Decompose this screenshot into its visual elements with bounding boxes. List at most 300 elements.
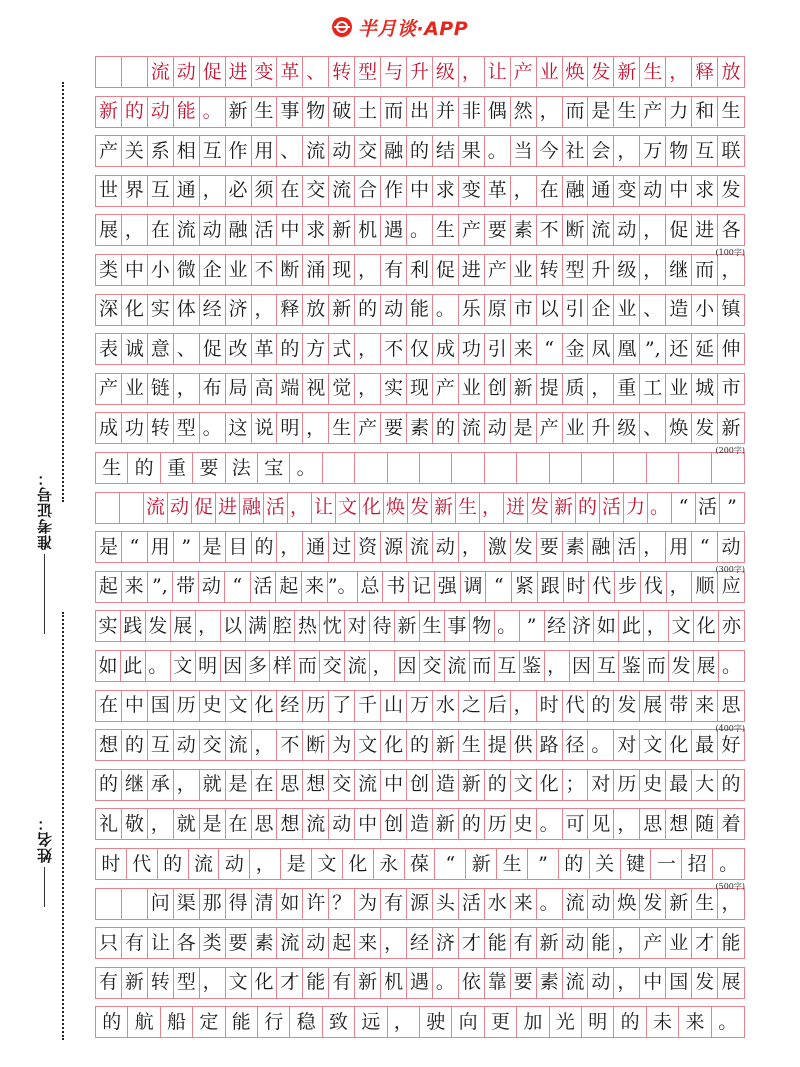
- grid-cell: 之: [459, 691, 485, 721]
- grid-cell: 历: [303, 691, 329, 721]
- grid-cell: ，: [614, 928, 640, 958]
- grid-cell: 鉴: [619, 651, 644, 681]
- grid-cell: 的: [588, 691, 614, 721]
- grid-cell: 后: [485, 691, 511, 721]
- grid-cell: 流: [407, 532, 433, 562]
- grid-cell: 新: [433, 809, 459, 839]
- grid-cell: ，: [614, 809, 640, 839]
- grid-cell: 流: [563, 968, 589, 998]
- grid-cell: 葆: [405, 849, 436, 879]
- grid-cell: ，: [511, 176, 537, 206]
- grid-cell: 能: [407, 295, 433, 325]
- grid-cell: 求: [303, 215, 329, 245]
- grid-cell: 以: [221, 611, 246, 641]
- grid-cell: 变: [252, 57, 278, 87]
- grid-cell: 融: [563, 176, 589, 206]
- grid-cell: 各: [721, 218, 741, 241]
- grid-cell: 端: [277, 374, 303, 404]
- grid-cell: 提: [537, 374, 563, 404]
- grid-cell: 中: [277, 215, 303, 245]
- grid-cell: 布: [200, 374, 226, 404]
- grid-cell: 中: [355, 809, 381, 839]
- grid-cell: 现: [329, 255, 355, 285]
- grid-cell: 起: [329, 928, 355, 958]
- grid-cell: 新: [721, 416, 741, 439]
- grid-cell: 、: [640, 413, 666, 443]
- grid-cell: ，: [252, 730, 278, 760]
- grid-cell: 断: [563, 215, 589, 245]
- grid-cell: 市: [721, 377, 741, 400]
- grid-cell: 级: [614, 255, 640, 285]
- grid-cell: 的: [459, 809, 485, 839]
- grid-cell: ”,: [148, 572, 174, 602]
- grid-cell: 新: [329, 295, 355, 325]
- grid-cell: 的: [277, 334, 303, 364]
- grid-cell: 新: [511, 374, 537, 404]
- grid-cell: 流: [277, 928, 303, 958]
- grid-cell: 动: [199, 572, 225, 602]
- grid-cell: 素: [252, 928, 278, 958]
- grid-cell: 文: [312, 849, 343, 879]
- grid-cell: 生: [252, 97, 278, 127]
- grid-cell: 。: [495, 611, 520, 641]
- grid-cell: 进: [216, 493, 240, 523]
- grid-row: [95, 492, 745, 524]
- grid-cell: 发: [640, 889, 666, 919]
- grid-cell: 互: [495, 651, 520, 681]
- grid-cell: 会: [588, 136, 614, 166]
- grid-cell: 来: [679, 1007, 711, 1037]
- grid-cell: 路: [537, 730, 563, 760]
- grid-cell: 偶: [485, 97, 511, 127]
- grid-cell: 中: [407, 176, 433, 206]
- grid-cell: 能: [303, 968, 329, 998]
- grid-cell: ，: [381, 928, 407, 958]
- grid-cell: [679, 453, 711, 483]
- grid-cell: 然: [511, 97, 537, 127]
- grid-cell: 当: [511, 136, 537, 166]
- grid-cell: 航: [128, 1007, 160, 1037]
- grid-cell: 。: [718, 1010, 738, 1033]
- grid-cell: 流: [355, 770, 381, 800]
- grid-cell: 要: [511, 968, 537, 998]
- grid-cell: 互: [148, 176, 174, 206]
- grid-cell: 产: [96, 374, 122, 404]
- grid-cell: 新: [329, 215, 355, 245]
- grid-cell: ，: [355, 374, 381, 404]
- grid-cell: “: [225, 572, 251, 602]
- grid-cell: 进: [226, 57, 252, 87]
- grid-cell: 在: [252, 770, 278, 800]
- grid-cell: 源: [381, 532, 407, 562]
- grid-cell: 只: [96, 928, 122, 958]
- grid-cell: 遇: [381, 215, 407, 245]
- grid-cell: 让: [485, 57, 511, 87]
- grid-cell: 驶: [420, 1007, 452, 1037]
- grid-cell: 代: [589, 572, 615, 602]
- grid-cell: 文: [226, 691, 252, 721]
- grid-cell: ，: [459, 532, 485, 562]
- grid-cell: 新: [466, 849, 497, 879]
- grid-cell: 流: [563, 889, 589, 919]
- grid-cell: 万: [640, 136, 666, 166]
- grid-cell: 加: [517, 1007, 549, 1037]
- grid-cell: 着: [721, 812, 741, 835]
- grid-cell: 重: [161, 453, 193, 483]
- grid-cell: 活: [264, 493, 288, 523]
- grid-cell: 生: [459, 730, 485, 760]
- grid-row: [95, 56, 745, 88]
- grid-cell: 仅: [407, 334, 433, 364]
- grid-cell: 还: [666, 334, 692, 364]
- grid-cell: 中: [666, 176, 692, 206]
- grid-cell: 亦: [722, 614, 742, 637]
- grid-cell: 融: [381, 136, 407, 166]
- grid-cell: 承: [148, 770, 174, 800]
- grid-cell: 功: [122, 413, 148, 443]
- grid-cell: ，: [288, 493, 312, 523]
- grid-cell: 得: [226, 889, 252, 919]
- grid-cell: 、: [174, 334, 200, 364]
- grid-cell: 业: [537, 57, 563, 87]
- grid-cell: 新: [614, 57, 640, 87]
- grid-cell: 机: [381, 968, 407, 998]
- grid-cell: 带: [666, 691, 692, 721]
- grid-cell: ，: [666, 57, 692, 87]
- grid-cell: 是: [200, 809, 226, 839]
- grid-cell: 在: [226, 809, 252, 839]
- grid-cell: 涌: [303, 255, 329, 285]
- grid-cell: 、: [640, 295, 666, 325]
- grid-cell: 化: [252, 968, 278, 998]
- grid-cell: 力: [666, 97, 692, 127]
- grid-cell: 促: [666, 215, 692, 245]
- grid-cell: 觉: [329, 374, 355, 404]
- grid-cell: 事: [445, 611, 470, 641]
- grid-cell: 化: [381, 730, 407, 760]
- grid-cell: 时: [537, 691, 563, 721]
- grid-cell: ，: [250, 849, 281, 879]
- grid-cell: 变: [459, 176, 485, 206]
- grid-cell: 出: [407, 97, 433, 127]
- grid-cell: 是: [200, 532, 226, 562]
- grid-cell: 为: [355, 889, 381, 919]
- grid-cell: 放: [721, 60, 741, 83]
- grid-cell: 发: [692, 968, 718, 998]
- grid-cell: 而: [381, 97, 407, 127]
- exam-number-underline: [44, 554, 45, 634]
- grid-cell: 。: [407, 215, 433, 245]
- grid-cell: 实: [148, 295, 174, 325]
- grid-cell: 流: [588, 215, 614, 245]
- grid-cell: 交: [200, 730, 226, 760]
- grid-cell: 定: [193, 1007, 225, 1037]
- grid-cell: 事: [277, 97, 303, 127]
- grid-cell: 革: [485, 176, 511, 206]
- grid-cell: 与: [381, 57, 407, 87]
- grid-cell: 对: [588, 770, 614, 800]
- grid-cell: 满: [246, 611, 271, 641]
- grid-row: [95, 96, 745, 128]
- grid-cell: 企: [588, 295, 614, 325]
- grid-cell: 化: [537, 770, 563, 800]
- grid-cell: 。: [485, 136, 511, 166]
- grid-cell: 业: [226, 255, 252, 285]
- grid-cell: [388, 453, 420, 483]
- grid-cell: 新: [355, 968, 381, 998]
- grid-cell: 通: [303, 532, 329, 562]
- grid-cell: 动: [381, 295, 407, 325]
- grid-row: [95, 769, 745, 801]
- grid-cell: 活: [696, 493, 720, 523]
- grid-cell: 中: [122, 255, 148, 285]
- grid-cell: 动: [174, 57, 200, 87]
- grid-cell: ，: [252, 295, 278, 325]
- grid-cell: 。: [146, 651, 171, 681]
- grid-cell: 流: [148, 57, 174, 87]
- banyuetan-logo-icon: [332, 17, 352, 37]
- grid-cell: 释: [692, 57, 718, 87]
- grid-cell: 发: [511, 532, 537, 562]
- grid-cell: 新: [395, 611, 420, 641]
- grid-cell: 。: [200, 413, 226, 443]
- grid-cell: 如: [277, 889, 303, 919]
- grid-cell: 展: [171, 611, 196, 641]
- grid-cell: ，: [388, 1007, 420, 1037]
- grid-cell: 展: [640, 691, 666, 721]
- grid-cell: 高: [252, 374, 278, 404]
- grid-cell: 此: [619, 611, 644, 641]
- grid-cell: 的: [252, 532, 278, 562]
- grid-cell: 深: [96, 295, 122, 325]
- grid-cell: ，: [480, 493, 504, 523]
- grid-cell: 激: [485, 532, 511, 562]
- grid-cell: 想: [303, 770, 329, 800]
- grid-cell: 起: [96, 572, 122, 602]
- grid-cell: 产: [96, 136, 122, 166]
- grid-cell: 生: [692, 889, 718, 919]
- grid-cell: 进: [459, 255, 485, 285]
- grid-row: [95, 927, 745, 959]
- grid-cell: 动: [588, 968, 614, 998]
- grid-cell: 的: [407, 136, 433, 166]
- grid-cell: 素: [563, 532, 589, 562]
- grid-row: [95, 967, 745, 999]
- grid-cell: 新: [122, 968, 148, 998]
- grid-cell: 创: [381, 809, 407, 839]
- grid-cell: 在: [148, 215, 174, 245]
- grid-cell: 凤: [588, 334, 614, 364]
- grid-cell: 展: [96, 215, 122, 245]
- grid-cell: 许: [303, 889, 329, 919]
- grid-cell: 在: [537, 176, 563, 206]
- grid-cell: 流: [144, 493, 168, 523]
- grid-cell: 说: [252, 413, 278, 443]
- grid-cell: 。: [433, 295, 459, 325]
- grid-cell: 质: [563, 374, 589, 404]
- grid-cell: 求: [692, 176, 718, 206]
- grid-cell: 工: [640, 374, 666, 404]
- grid-cell: 来: [692, 691, 718, 721]
- grid-cell: ，: [277, 532, 303, 562]
- grid-cell: ，: [640, 532, 666, 562]
- grid-cell: 这: [226, 413, 252, 443]
- grid-cell: [420, 453, 452, 483]
- word-count-marker: (200字): [715, 446, 745, 456]
- grid-cell: ，: [640, 215, 666, 245]
- grid-cell: 业: [511, 255, 537, 285]
- grid-cell: 生: [497, 849, 528, 879]
- grid-cell: 远: [355, 1007, 387, 1037]
- grid-cell: 关: [590, 849, 621, 879]
- grid-cell: 永: [374, 849, 405, 879]
- grid-cell: 物: [666, 136, 692, 166]
- grid-cell: [517, 453, 549, 483]
- grid-row: [95, 690, 745, 722]
- grid-cell: 中: [122, 691, 148, 721]
- grid-cell: 样: [270, 651, 295, 681]
- grid-cell: 有: [381, 255, 407, 285]
- grid-cell: 是: [281, 849, 312, 879]
- grid-cell: 非: [459, 97, 485, 127]
- grid-cell: 忱: [320, 611, 345, 641]
- grid-cell: 历: [485, 809, 511, 839]
- grid-cell: ，: [644, 611, 669, 641]
- grid-cell: 必: [226, 176, 252, 206]
- grid-cell: 国: [148, 691, 174, 721]
- grid-cell: 见: [588, 809, 614, 839]
- grid-cell: 物: [470, 611, 495, 641]
- grid-cell: 水: [433, 691, 459, 721]
- grid-cell: 果: [459, 136, 485, 166]
- grid-cell: 明: [582, 1007, 614, 1037]
- grid-cell: 化: [122, 295, 148, 325]
- grid-cell: 发: [408, 493, 432, 523]
- grid-cell: 济: [433, 928, 459, 958]
- grid-cell: 能: [588, 928, 614, 958]
- grid-cell: 文: [640, 730, 666, 760]
- grid-cell: 起: [276, 572, 302, 602]
- grid-cell: 焕: [384, 493, 408, 523]
- grid-cell: 明: [196, 651, 221, 681]
- grid-cell: 互: [148, 730, 174, 760]
- grid-cell: 产: [537, 413, 563, 443]
- grid-cell: 的: [576, 493, 600, 523]
- grid-cell: 要: [381, 413, 407, 443]
- grid-cell: 不: [381, 334, 407, 364]
- grid-cell: 流: [459, 413, 485, 443]
- grid-row: [95, 729, 745, 761]
- grid-cell: 机: [355, 215, 381, 245]
- grid-cell: ，: [640, 255, 666, 285]
- grid-cell: 创: [407, 770, 433, 800]
- grid-cell: 了: [329, 691, 355, 721]
- grid-cell: 物: [303, 97, 329, 127]
- grid-row: [95, 333, 745, 365]
- grid-cell: 城: [692, 374, 718, 404]
- grid-cell: [582, 453, 614, 483]
- grid-cell: 有: [381, 889, 407, 919]
- grid-cell: 促: [192, 493, 216, 523]
- grid-cell: 生: [640, 57, 666, 87]
- grid-cell: 业: [614, 295, 640, 325]
- grid-cell: 动: [303, 928, 329, 958]
- grid-cell: 局: [226, 374, 252, 404]
- grid-cell: 化: [252, 691, 278, 721]
- grid-cell: 引: [485, 334, 511, 364]
- grid-cell: 的: [433, 413, 459, 443]
- grid-cell: 联: [721, 139, 741, 162]
- grid-cell: [647, 453, 679, 483]
- grid-row: [95, 175, 745, 207]
- grid-cell: 级: [614, 413, 640, 443]
- grid-cell: 产: [355, 413, 381, 443]
- grid-cell: ”: [727, 496, 737, 519]
- grid-cell: 相: [174, 136, 200, 166]
- grid-cell: 发: [588, 57, 614, 87]
- grid-cell: 活: [459, 889, 485, 919]
- grid-cell: 的: [122, 730, 148, 760]
- grid-cell: 活: [614, 532, 640, 562]
- grid-cell: 此: [121, 651, 146, 681]
- grid-cell: 最: [666, 770, 692, 800]
- grid-cell: 原: [485, 295, 511, 325]
- grid-cell: 乐: [459, 295, 485, 325]
- grid-cell: 紧: [512, 572, 538, 602]
- grid-row: [95, 848, 745, 880]
- grid-cell: 的: [158, 849, 189, 879]
- grid-cell: 新: [666, 889, 692, 919]
- grid-cell: 产: [511, 57, 537, 87]
- app-logo-text: 半月谈·APP: [357, 17, 469, 40]
- grid-cell: 史: [640, 770, 666, 800]
- grid-cell: 。: [588, 730, 614, 760]
- grid-cell: 因: [395, 651, 420, 681]
- grid-cell: 调: [461, 572, 487, 602]
- grid-cell: 交: [420, 651, 445, 681]
- grid-cell: 键: [621, 849, 652, 879]
- grid-cell: 流: [445, 651, 470, 681]
- grid-cell: 转: [329, 57, 355, 87]
- grid-cell: 土: [355, 97, 381, 127]
- grid-cell: [96, 493, 120, 523]
- grid-cell: ，: [511, 691, 537, 721]
- grid-cell: ，: [174, 374, 200, 404]
- grid-cell: 源: [407, 889, 433, 919]
- grid-cell: 有: [329, 968, 355, 998]
- grid-cell: 来: [355, 928, 381, 958]
- grid-cell: 互: [200, 136, 226, 166]
- grid-row: [95, 135, 745, 167]
- grid-cell: 转: [148, 413, 174, 443]
- grid-cell: 敬: [122, 809, 148, 839]
- grid-cell: ，: [537, 97, 563, 127]
- grid-cell: 历: [614, 770, 640, 800]
- grid-cell: 生: [420, 611, 445, 641]
- grid-cell: 化: [360, 493, 384, 523]
- grid-cell: 产: [640, 928, 666, 958]
- grid-cell: 改: [226, 334, 252, 364]
- grid-cell: 而: [644, 651, 669, 681]
- grid-cell: 而: [470, 651, 495, 681]
- grid-cell: 来: [122, 572, 148, 602]
- grid-cell: 断: [303, 730, 329, 760]
- grid-cell: 是: [96, 532, 122, 562]
- grid-cell: 的: [559, 849, 590, 879]
- grid-cell: 业: [666, 374, 692, 404]
- grid-cell: 经: [545, 611, 570, 641]
- grid-cell: 经: [407, 928, 433, 958]
